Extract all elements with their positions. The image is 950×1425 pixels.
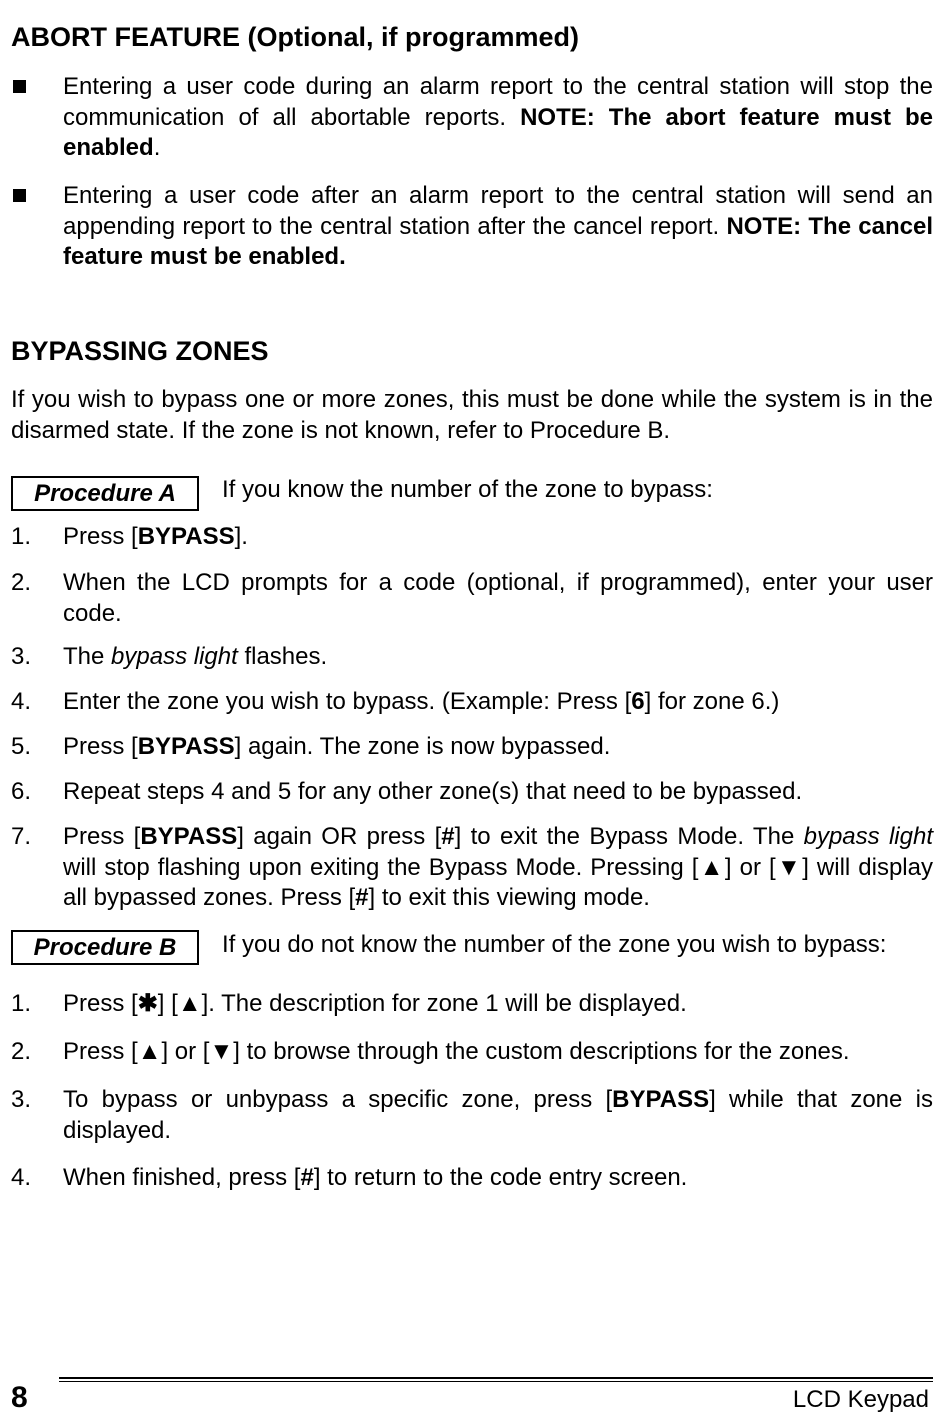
step-text-part: ] to browse through the custom descriptions for the zones. bbox=[233, 1038, 850, 1065]
abort-note-end: . bbox=[153, 134, 161, 161]
procedure-b-step-1 bbox=[11, 989, 933, 1020]
step-number: 4. bbox=[11, 688, 32, 715]
step-number: 3. bbox=[11, 1086, 32, 1113]
step-text-part: Press [ bbox=[63, 733, 138, 760]
step-text-part: ] while that zone is displayed. bbox=[63, 1086, 933, 1144]
pound-key: # bbox=[355, 884, 369, 911]
step-text bbox=[63, 732, 933, 763]
step-text-part: To bypass or unbypass a specific zone, press [ bbox=[63, 1086, 613, 1113]
step-text-part: ]. bbox=[234, 523, 248, 550]
step-text-part: ] again OR press [ bbox=[237, 823, 442, 850]
cancel-note: NOTE: The cancel feature must be enabled. bbox=[63, 212, 933, 270]
step-text-part: ] to exit the Bypass Mode. The bbox=[454, 823, 804, 850]
procedure-a-step-3 bbox=[11, 642, 933, 673]
step-number: 2. bbox=[11, 1038, 32, 1065]
abort-bullet-1-body: Entering a user code during an alarm report to the central station will stop the communication of all abortable reports. bbox=[63, 73, 933, 131]
abort-bullet-2 bbox=[11, 181, 933, 273]
step-text: When the LCD prompts for a code (optional, if programmed), enter your user code. bbox=[63, 569, 933, 627]
step-text: Repeat steps 4 and 5 for any other zone(s) that need to be bypassed. bbox=[63, 778, 803, 805]
procedure-a-step-7 bbox=[11, 822, 933, 914]
square-bullet-icon bbox=[13, 80, 26, 93]
up-arrow-icon: ▲ bbox=[698, 853, 725, 881]
bypass-key: BYPASS bbox=[137, 733, 235, 760]
step-number: 3. bbox=[11, 643, 32, 670]
step-text-part: The bbox=[63, 643, 112, 670]
step-text-part: Enter the zone you wish to bypass. (Example: Press [ bbox=[63, 688, 632, 715]
step-text-part: ] to return to the code entry screen. bbox=[313, 1164, 688, 1191]
step-text bbox=[63, 1085, 933, 1146]
pound-key: # bbox=[300, 1164, 314, 1191]
bypass-key: BYPASS bbox=[140, 823, 238, 850]
procedure-b-step-3 bbox=[11, 1085, 933, 1146]
procedure-b-step-2 bbox=[11, 1037, 933, 1068]
step-text bbox=[63, 1163, 933, 1194]
bypass-key: BYPASS bbox=[137, 523, 235, 550]
zone-key: 6 bbox=[631, 688, 645, 715]
step-number: 1. bbox=[11, 523, 32, 550]
bypass-key: BYPASS bbox=[612, 1086, 710, 1113]
step-text-part: ] or [ bbox=[724, 853, 776, 881]
step-number: 5. bbox=[11, 733, 32, 760]
bypass-light-term: bypass light bbox=[111, 643, 238, 670]
up-arrow-icon: ▲ bbox=[177, 990, 202, 1017]
procedure-a-step-2 bbox=[11, 568, 933, 629]
step-text-part: ]. The description for zone 1 will be displayed. bbox=[201, 990, 687, 1017]
step-text bbox=[63, 989, 933, 1020]
step-text bbox=[63, 687, 933, 718]
up-arrow-icon: ▲ bbox=[137, 1038, 162, 1065]
step-text-part: ] [ bbox=[157, 990, 178, 1017]
step-text-part: Press [ bbox=[63, 523, 138, 550]
step-number: 6. bbox=[11, 778, 32, 805]
footer-rule-thin bbox=[59, 1381, 933, 1382]
step-number: 2. bbox=[11, 569, 32, 596]
abort-bullet-2-body: Entering a user code after an alarm report to the central station will send an appending report to the central station after the cancel report. bbox=[63, 182, 933, 240]
procedure-a-step-4 bbox=[11, 687, 933, 718]
procedure-b-label: Procedure B bbox=[11, 930, 199, 965]
step-text-part: ] for zone 6.) bbox=[644, 688, 780, 715]
abort-bullet-1 bbox=[11, 72, 933, 164]
procedure-a-step-1 bbox=[11, 522, 933, 553]
step-text-part: flashes. bbox=[237, 643, 328, 670]
procedure-a-step-6 bbox=[11, 777, 933, 808]
step-number: 4. bbox=[11, 1164, 32, 1191]
step-text-part: Press [ bbox=[63, 990, 138, 1017]
step-text-part: Press [ bbox=[63, 823, 141, 850]
step-text-part: ] again. The zone is now bypassed. bbox=[234, 733, 611, 760]
down-arrow-icon: ▼ bbox=[209, 1038, 234, 1065]
step-text bbox=[63, 642, 933, 673]
procedure-b-step-4 bbox=[11, 1163, 933, 1194]
step-text-part: ] or [ bbox=[161, 1038, 210, 1065]
abort-bullet-1-text bbox=[63, 72, 933, 164]
step-text-part: When finished, press [ bbox=[63, 1164, 301, 1191]
abort-note: NOTE: The abort feature must be enabled bbox=[63, 103, 934, 161]
step-number: 1. bbox=[11, 990, 32, 1017]
procedure-b-caption: If you do not know the number of the zone you wish to bypass: bbox=[222, 931, 887, 958]
step-text bbox=[63, 1037, 933, 1068]
manual-page bbox=[11, 0, 933, 1425]
step-text-part: will stop flashing upon exiting the Bypass Mode. Pressing [ bbox=[63, 853, 699, 881]
procedure-a-step-5 bbox=[11, 732, 933, 763]
footer-rule bbox=[59, 1377, 933, 1379]
abort-bullet-2-text bbox=[63, 181, 933, 273]
footer-title: LCD Keypad bbox=[792, 1386, 929, 1413]
down-arrow-icon: ▼ bbox=[775, 853, 803, 881]
abort-feature-heading: ABORT FEATURE (Optional, if programmed) bbox=[11, 22, 579, 52]
page-number: 8 bbox=[11, 1381, 28, 1414]
step-text bbox=[63, 522, 933, 553]
pound-key: # bbox=[441, 823, 455, 850]
step-text-part: ] to exit this viewing mode. bbox=[368, 884, 650, 911]
bypassing-zones-heading: BYPASSING ZONES bbox=[11, 336, 269, 366]
star-key-icon: ✱ bbox=[137, 990, 158, 1017]
step-text bbox=[63, 822, 933, 914]
step-text-part: ] will display all bypassed zones. Press [ bbox=[63, 853, 933, 911]
step-number: 7. bbox=[11, 823, 32, 850]
step-text-part: Press [ bbox=[63, 1038, 138, 1065]
procedure-a-caption: If you know the number of the zone to bypass: bbox=[222, 476, 713, 503]
bypass-intro: If you wish to bypass one or more zones, this must be done while the system is in the disarmed state. If the zone is not known, refer to Procedure B. bbox=[11, 386, 933, 444]
square-bullet-icon bbox=[13, 189, 26, 202]
procedure-a-label: Procedure A bbox=[11, 476, 199, 511]
bypass-light-term: bypass light bbox=[803, 823, 933, 850]
